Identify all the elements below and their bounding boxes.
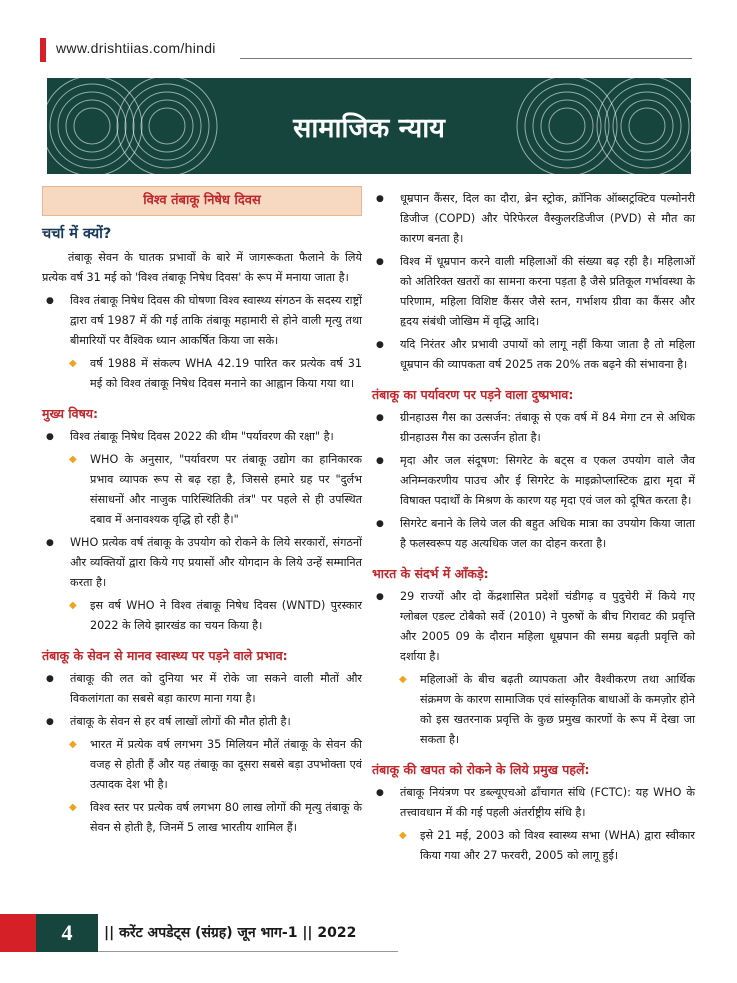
right-column xyxy=(372,186,695,866)
sub-list-item: ◆ WHO के अनुसार, "पर्यावरण पर तंबाकू उद्योग का हानिकारक प्रभाव व्यापक रूप से बढ़ रहा है, जिससे हमारे ग्रह पर "दुर्लभ संसाधनों और नाजुक पारिस्थितिकी तंत्र" पर पहले से ही उपस्थित दबाव में अनावश्यक वृद्धि हो रही है।" xyxy=(42,450,362,530)
header-accent-bar xyxy=(40,38,46,62)
list-item: ● यदि निरंतर और प्रभावी उपायों को लागू नहीं किया जाता है तो महिला धूम्रपान की व्यापकता वर्ष 2025 तक 20% तक बढ़ने की संभावना है। xyxy=(372,335,695,375)
list-item: ● मृदा और जल संदूषण: सिगरेट के बट्स व एकल उपयोग वाले जैव अनिम्नकरणीय पाउच और ई सिगरेट के माइक्रोप्लास्टिक द्वारा मृदा में विषाक्त पदार्थों के मिश्रण के कारण यह मृदा एवं जल को दूषित करता है। xyxy=(372,451,695,511)
footer-rule xyxy=(98,951,398,952)
list-item: ● सिगरेट बनाने के लिये जल की बहुत अधिक मात्रा का उपयोग किया जाता है फलस्वरूप यह अत्यधिक जल का दोहन करता है। xyxy=(372,514,695,554)
initiatives-heading: तंबाकू की खपत को रोकने के लिये प्रमुख पहलें: xyxy=(372,762,590,777)
section-banner xyxy=(47,78,691,174)
header-rule xyxy=(240,58,692,59)
list-item: ● ग्रीनहाउस गैस का उत्सर्जन: तंबाकू से एक वर्ष में 84 मेगा टन से अधिक ग्रीनहाउस गैस का उत्सर्जन होता है। xyxy=(372,408,695,448)
list-item: ● धूम्रपान कैंसर, दिल का दौरा, ब्रेन स्ट्रोक, क्रॉनिक ऑब्सट्रक्टिव पल्मोनरी डिजीज (COPD) और पेरिफेरल वैस्कुलरडिजीज (PVD) से मौत का कारण बनता है। xyxy=(372,189,695,249)
sub-list-item: ◆ वर्ष 1988 में संकल्प WHA 42.19 पारित कर प्रत्येक वर्ष 31 मई को विश्व तंबाकू निषेध दिवस मनाने का आह्वान किया गया था। xyxy=(42,354,362,394)
left-column xyxy=(42,186,362,838)
footer-accent xyxy=(0,914,36,952)
site-url[interactable]: www.drishtiias.com/hindi xyxy=(56,40,216,56)
footer-text: || करेंट अपडेट्स (संग्रह) जून भाग-1 || 2022 xyxy=(104,925,357,941)
topic-title: विश्व तंबाकू निषेध दिवस xyxy=(42,186,362,216)
why-heading: चर्चा में क्यों? xyxy=(42,226,112,242)
sub-list-item: ◆ इसे 21 मई, 2003 को विश्व स्वास्थ्य सभा (WHA) द्वारा स्वीकार किया गया और 27 फरवरी, 2005 को लागू हुई। xyxy=(372,826,695,866)
sub-list-item: ◆ भारत में प्रत्येक वर्ष लगभग 35 मिलियन मौतें तंबाकू के सेवन की वजह से होती हैं और यह तंबाकू का दूसरा सबसे बड़ा उपभोक्ता एवं उत्पादक देश भी है। xyxy=(42,735,362,795)
environment-heading: तंबाकू का पर्यावरण पर पड़ने वाला दुष्प्रभाव: xyxy=(372,387,574,402)
sub-list-item: ◆ इस वर्ष WHO ने विश्व तंबाकू निषेध दिवस (WNTD) पुरस्कार 2022 के लिये झारखंड का चयन किया है। xyxy=(42,596,362,636)
list-item: ● तंबाकू के सेवन से हर वर्ष लाखों लोगों की मौत होती है। xyxy=(42,712,362,732)
sub-list-item: ◆ महिलाओं के बीच बढ़ती व्यापकता और वैश्वीकरण तथा आर्थिक संक्रमण के कारण सामाजिक एवं सांस्कृतिक बाधाओं के कमज़ोर होने को इस खतरनाक प्रवृत्ति के कुछ प्रमुख कारणों के रूप में देखा जा सकता है। xyxy=(372,670,695,750)
sub-list-item: ◆ विश्व स्तर पर प्रत्येक वर्ष लगभग 80 लाख लोगों की मृत्यु तंबाकू के सेवन से होती है, जिनमें 5 लाख भारतीय शामिल हैं। xyxy=(42,798,362,838)
health-heading: तंबाकू के सेवन से मानव स्वास्थ्य पर पड़ने वाले प्रभाव: xyxy=(42,648,288,663)
banner-title: सामाजिक न्याय xyxy=(293,112,445,144)
list-item: ● विश्व तंबाकू निषेध दिवस की घोषणा विश्व स्वास्थ्य संगठन के सदस्य राष्ट्रों द्वारा वर्ष 1987 में की गई ताकि तंबाकू महामारी से होने वाली मृत्यु तथा बीमारियों पर वैश्विक ध्यान आकर्षित किया जा सके। xyxy=(42,291,362,351)
list-item: ● विश्व में धूम्रपान करने वाली महिलाओं की संख्या बढ़ रही है। महिलाओं को अतिरिक्त खतरों का सामना करना पड़ता है जैसे प्रतिकूल गर्भावस्था के परिणाम, महिला विशिष्ट कैंसर जैसे स्तन, गर्भाशय ग्रीवा का कैंसर और हृदय संबंधी जोखिम में वृद्धि आदि। xyxy=(372,252,695,332)
page-footer xyxy=(0,914,737,952)
page-number: 4 xyxy=(36,914,98,952)
intro-paragraph: तंबाकू सेवन के घातक प्रभावों के बारे में जागरूकता फैलाने के लिये प्रत्येक वर्ष 31 मई को 'विश्व तंबाकू निषेध दिवस' के रूप में मनाया जाता है। xyxy=(42,251,362,284)
india-heading: भारत के संदर्भ में आँकड़े: xyxy=(372,566,489,581)
theme-heading: मुख्य विषय: xyxy=(42,406,99,421)
list-item: ● 29 राज्यों और दो केंद्रशासित प्रदेशों चंडीगढ़ व पुदुचेरी में किये गए ग्लोबल एडल्ट टोबैको सर्वे (2010) ने पुरुषों के बीच गिरावट की प्रवृत्ति और 2005 09 के दौरान महिला धूम्रपान की समग्र बढ़ती प्रवृत्ति को दर्शाया है। xyxy=(372,587,695,667)
list-item: ● विश्व तंबाकू निषेध दिवस 2022 की थीम "पर्यावरण की रक्षा" है। xyxy=(42,427,362,447)
list-item: ● तंबाकू नियंत्रण पर डब्ल्यूएचओ ढाँचागत संधि (FCTC): यह WHO के तत्त्वावधान में की गई पहली अंतर्राष्ट्रीय संधि है। xyxy=(372,783,695,823)
list-item: ● WHO प्रत्येक वर्ष तंबाकू के उपयोग को रोकने के लिये सरकारों, संगठनों और व्यक्तियों द्वारा किये गए प्रयासों और योगदान के लिये उन्हें सम्मानित करता है। xyxy=(42,533,362,593)
list-item: ● तंबाकू की लत को दुनिया भर में रोके जा सकने वाली मौतों और विकलांगता का सबसे बड़ा कारण माना गया है। xyxy=(42,669,362,709)
